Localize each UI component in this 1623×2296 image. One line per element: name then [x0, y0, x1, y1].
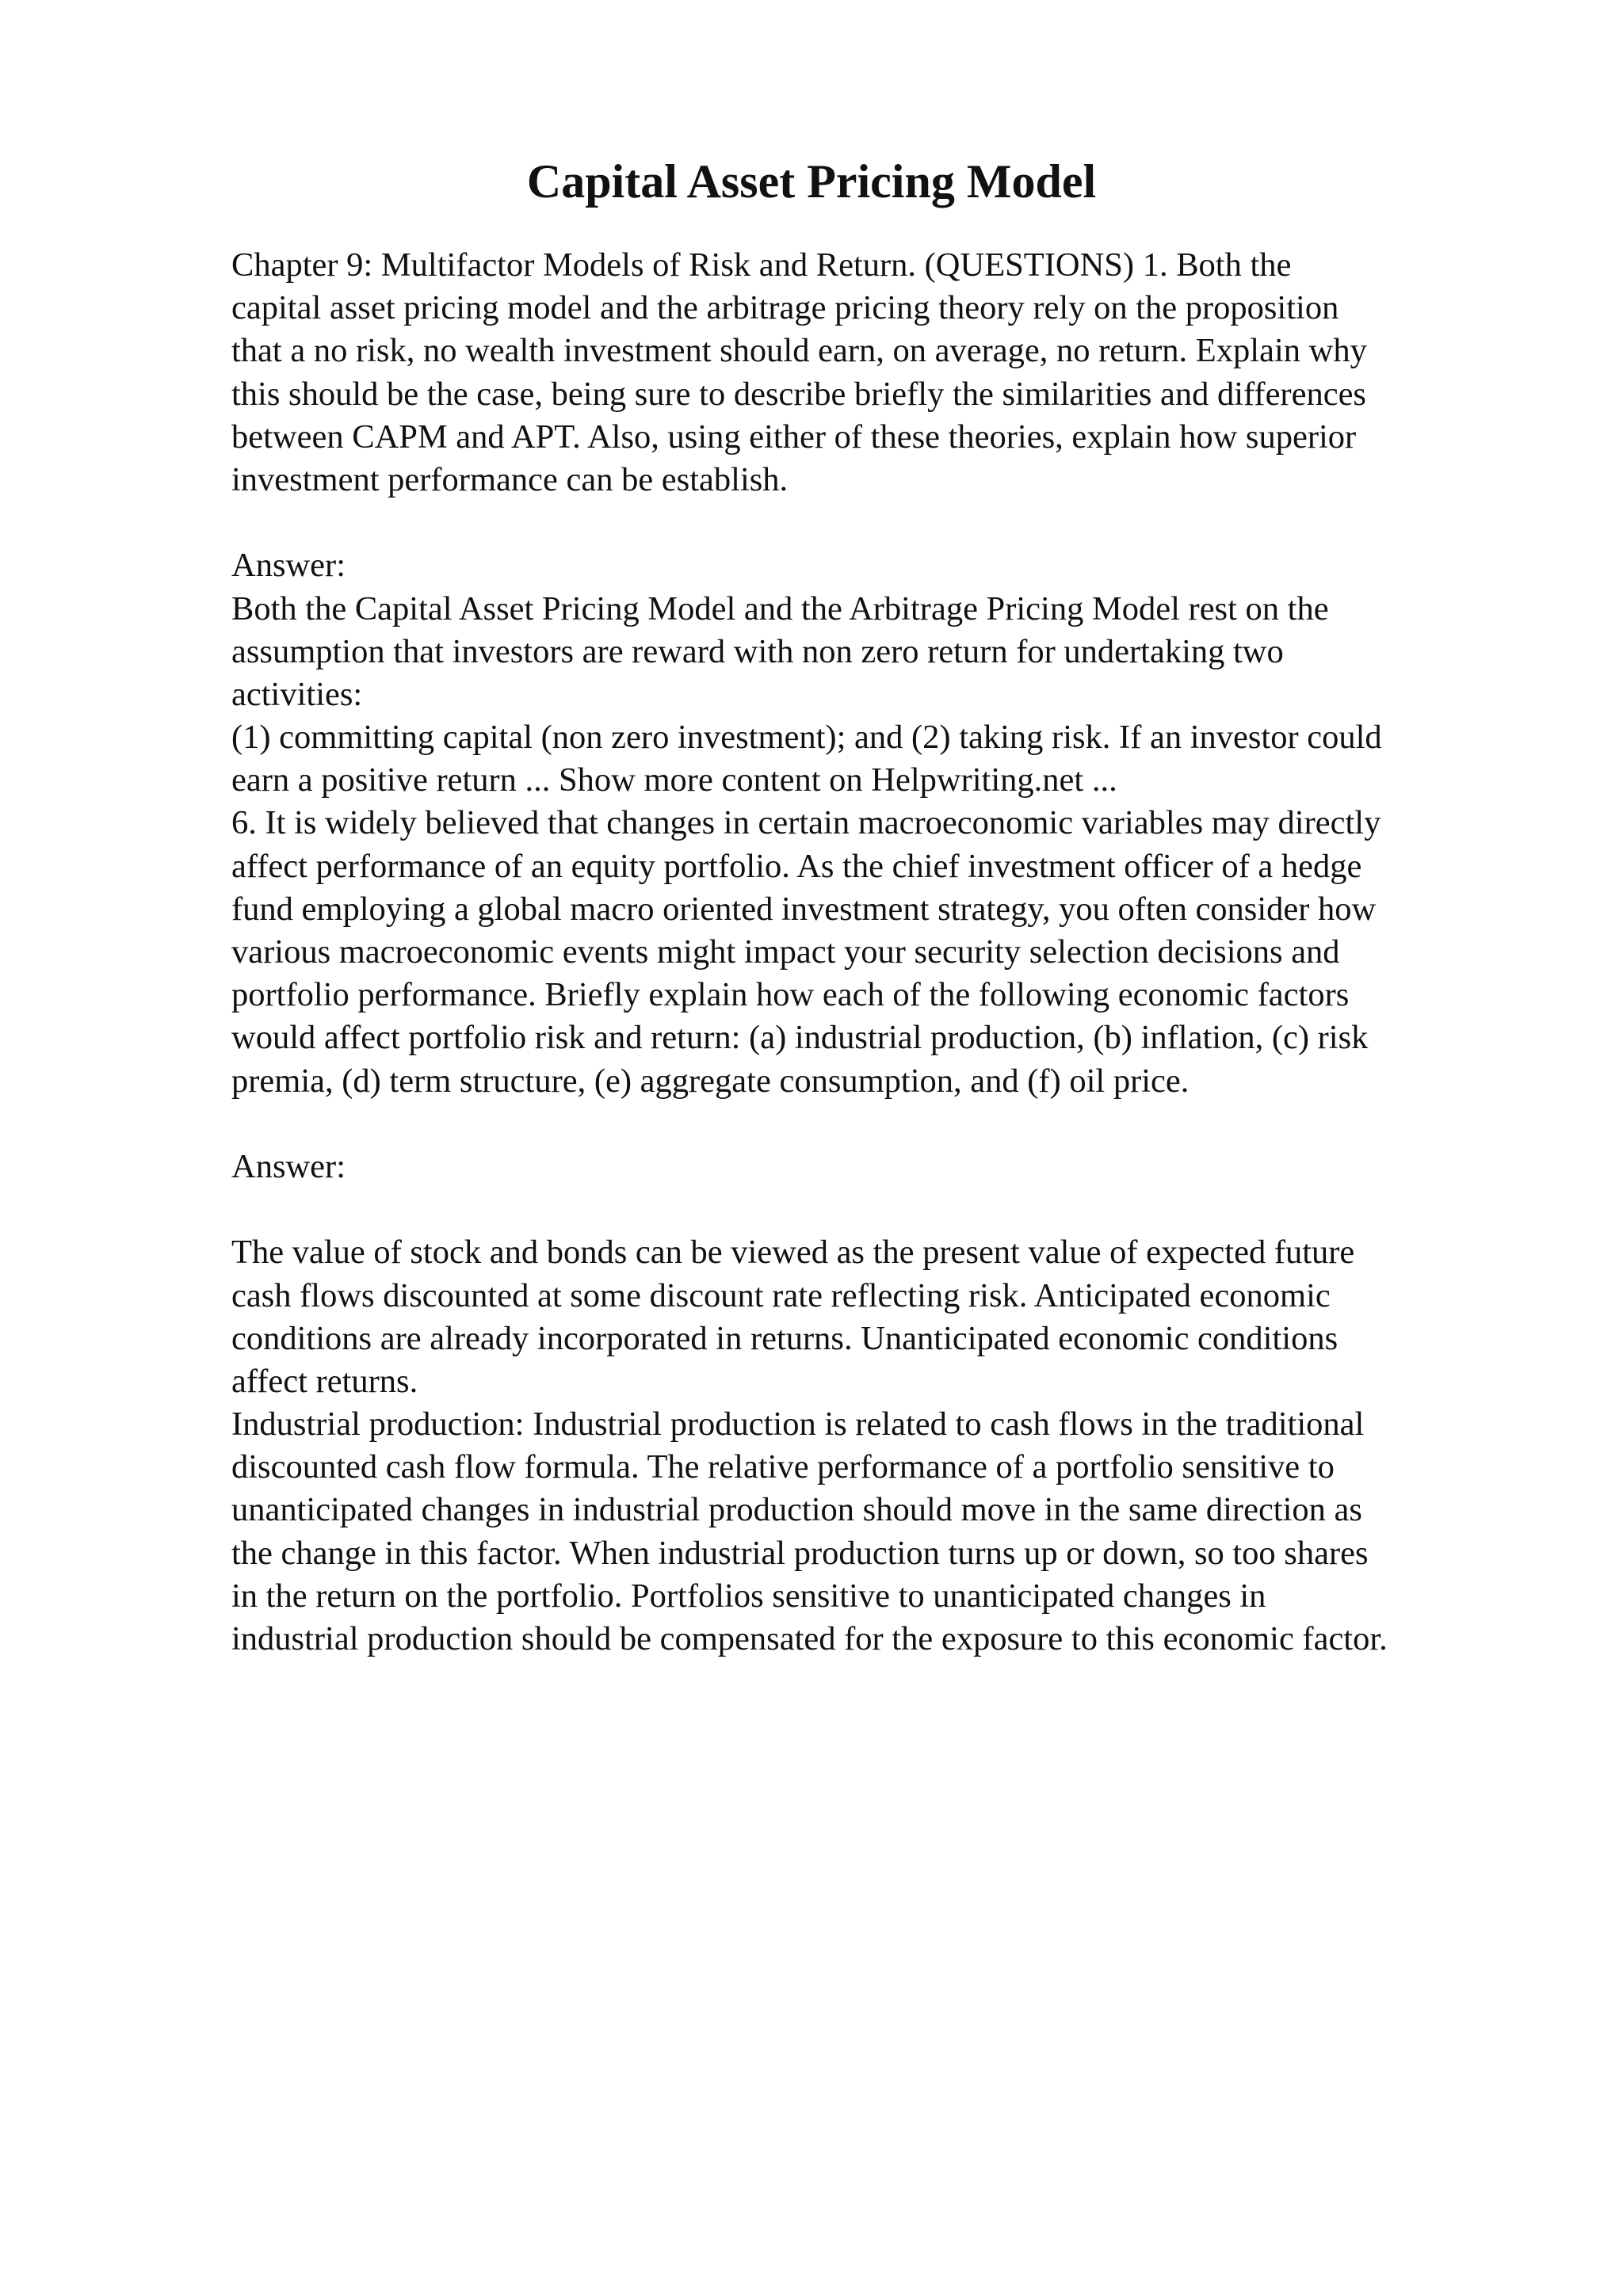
- text-line: Answer:: [231, 1147, 346, 1185]
- text-line: portfolio performance. Briefly explain how each of the following economic factors: [231, 976, 1350, 1014]
- text-line: Both the Capital Asset Pricing Model and the Arbitrage Pricing Model rest on the: [231, 589, 1329, 627]
- text-line: various macroeconomic events might impact your security selection decisions and: [231, 933, 1340, 971]
- text-line: Chapter 9: Multifactor Models of Risk and Return. (QUESTIONS) 1. Both the: [231, 246, 1292, 284]
- text-line: 6. It is widely believed that changes in certain macroeconomic variables may directly: [231, 804, 1381, 842]
- text-line: unanticipated changes in industrial production should move in the same direction as: [231, 1491, 1362, 1529]
- text-line: Industrial production: Industrial production is related to cash flows in the traditional: [231, 1405, 1365, 1444]
- text-line: would affect portfolio risk and return: (a) industrial production, (b) inflation, (c) risk: [231, 1019, 1369, 1057]
- paragraph-gap: [231, 1188, 1515, 1231]
- text-line: discounted cash flow formula. The relative performance of a portfolio sensitive to: [231, 1448, 1335, 1486]
- text-line: premia, (d) term structure, (e) aggregate consumption, and (f) oil price.: [231, 1062, 1190, 1100]
- text-line: assumption that investors are reward with non zero return for undertaking two: [231, 632, 1284, 670]
- page-title: Capital Asset Pricing Model: [526, 155, 1097, 208]
- text-line: affect performance of an equity portfolio. As the chief investment officer of a hedge: [231, 847, 1362, 885]
- text-line: this should be the case, being sure to describe briefly the similarities and differences: [231, 375, 1366, 413]
- paragraph-question-1: [231, 244, 1515, 502]
- text-line: industrial production should be compensated for the exposure to this economic factor.: [231, 1620, 1388, 1657]
- text-line: capital asset pricing model and the arbitrage pricing theory rely on the proposition: [231, 289, 1339, 327]
- text-line: between CAPM and APT. Also, using either of these theories, explain how superior: [231, 418, 1357, 456]
- paragraph-answer-6: [231, 1231, 1515, 1661]
- text-line: activities:: [231, 675, 363, 713]
- paragraph-answer-label: [231, 1146, 1515, 1188]
- text-line: that a no risk, no wealth investment should earn, on average, no return. Explain why: [231, 332, 1367, 370]
- paragraph-gap: [231, 1103, 1515, 1146]
- text-line: investment performance can be establish.: [231, 460, 789, 498]
- paragraph-gap: [231, 502, 1515, 544]
- text-line: (1) committing capital (non zero investment); and (2) taking risk. If an investor could: [231, 719, 1382, 757]
- text-line: affect returns.: [231, 1362, 418, 1400]
- text-line: The value of stock and bonds can be viewed as the present value of expected future: [231, 1234, 1355, 1272]
- document-body: [231, 244, 1515, 1661]
- text-line: Answer:: [231, 547, 346, 585]
- text-line: conditions are already incorporated in returns. Unanticipated economic conditions: [231, 1319, 1338, 1357]
- text-line: earn a positive return ... Show more content on Helpwriting.net ...: [231, 761, 1117, 799]
- text-line: cash flows discounted at some discount rate reflecting risk. Anticipated economic: [231, 1276, 1331, 1314]
- text-line: fund employing a global macro oriented investment strategy, you often consider how: [231, 890, 1377, 928]
- text-line: in the return on the portfolio. Portfolios sensitive to unanticipated changes in: [231, 1577, 1266, 1615]
- text-line: the change in this factor. When industrial production turns up or down, so too shares: [231, 1534, 1369, 1572]
- paragraph-answer-1: [231, 544, 1515, 1102]
